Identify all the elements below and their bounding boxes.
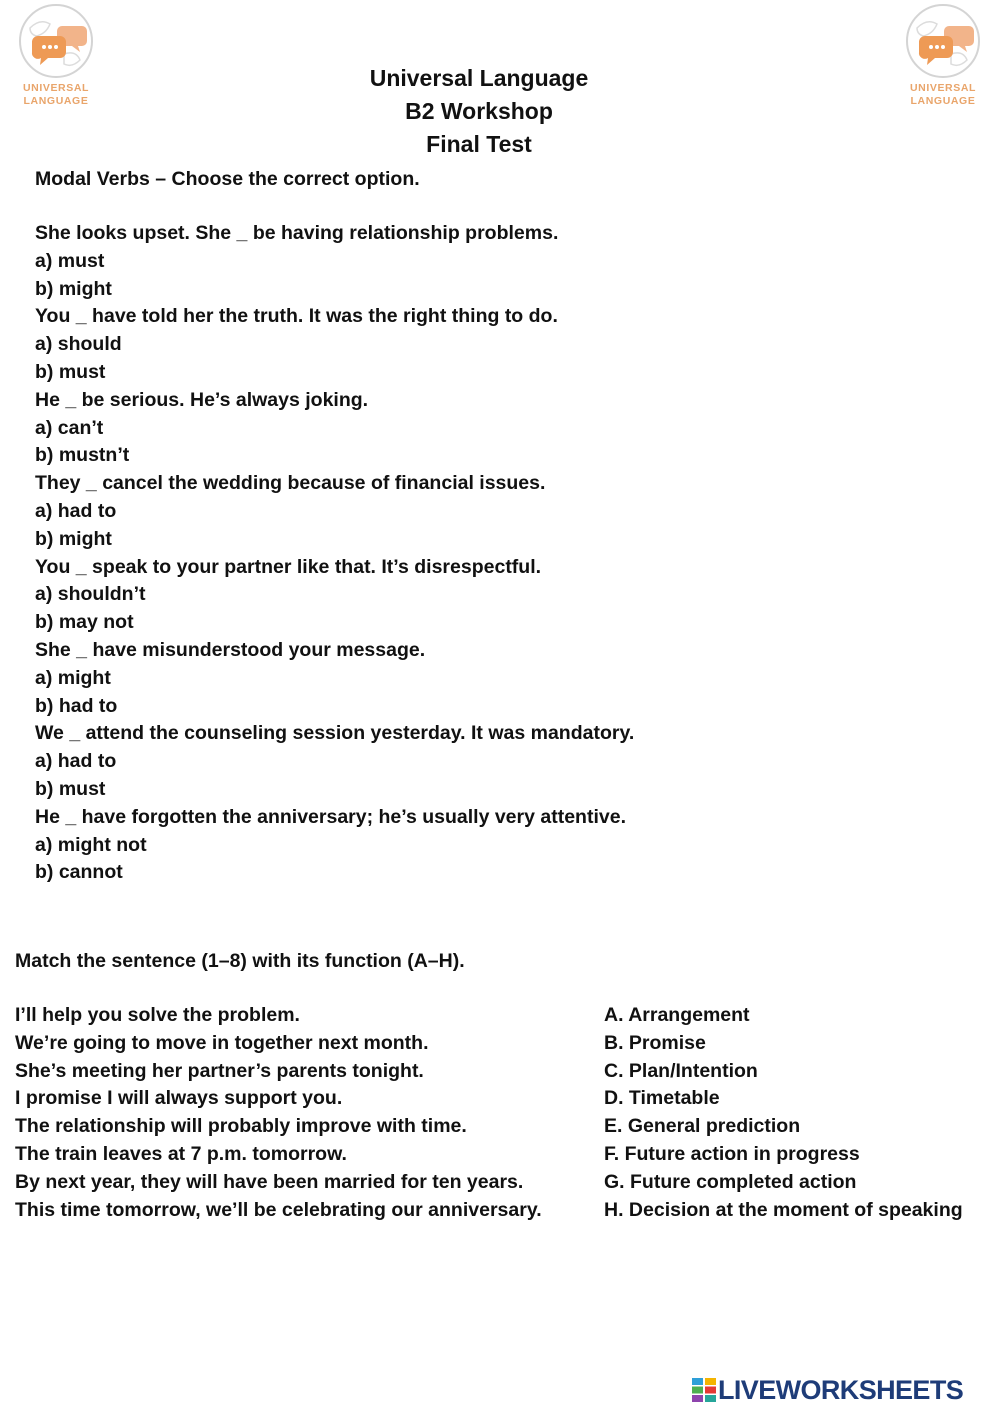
- logo-text-line2: LANGUAGE: [23, 95, 89, 107]
- liveworksheets-grid-icon: [692, 1378, 716, 1402]
- sentence-item: We’re going to move in together next month.: [15, 1031, 429, 1054]
- question-text: We _ attend the counseling session yesterday. It was mandatory.: [35, 722, 635, 745]
- question-item: [35, 220, 634, 303]
- question-text: She _ have misunderstood your message.: [35, 638, 426, 661]
- question-item: [35, 637, 634, 720]
- workshop-level: B2 Workshop: [405, 98, 553, 124]
- sentence-item: By next year, they will have been married for ten years.: [15, 1170, 524, 1193]
- function-item[interactable]: F. Future action in progress: [604, 1142, 860, 1165]
- option-b[interactable]: b) cannot: [35, 861, 123, 884]
- option-b[interactable]: b) had to: [35, 694, 118, 717]
- function-column: [604, 1002, 963, 1224]
- function-item[interactable]: D. Timetable: [604, 1087, 720, 1110]
- sentence-item: She’s meeting her partner’s parents tonight.: [15, 1059, 424, 1082]
- option-a[interactable]: a) must: [35, 249, 105, 272]
- option-b[interactable]: b) must: [35, 360, 106, 383]
- question-item: [35, 470, 634, 553]
- function-item[interactable]: A. Arrangement: [604, 1004, 750, 1026]
- question-text: He _ be serious. He’s always joking.: [35, 388, 369, 411]
- option-a[interactable]: a) had to: [35, 750, 117, 773]
- option-b[interactable]: b) must: [35, 777, 106, 800]
- option-b[interactable]: b) may not: [35, 611, 134, 634]
- option-a[interactable]: a) might not: [35, 833, 147, 856]
- option-b[interactable]: b) mustn’t: [35, 444, 130, 467]
- logo-text-line2: LANGUAGE: [910, 95, 976, 107]
- school-name: Universal Language: [369, 65, 589, 91]
- option-a[interactable]: a) should: [35, 333, 122, 356]
- sentence-column: [15, 1002, 542, 1224]
- match-section-title: Match the sentence (1–8) with its function (A–H).: [15, 950, 465, 972]
- logo-text-line1: UNIVERSAL: [22, 82, 90, 94]
- sentence-item: The relationship will probably improve with time.: [15, 1115, 467, 1138]
- option-a[interactable]: a) might: [35, 666, 111, 689]
- modal-section-title: Modal Verbs – Choose the correct option.: [35, 168, 420, 190]
- question-item: [35, 720, 634, 803]
- liveworksheets-brand: [692, 1372, 963, 1408]
- option-b[interactable]: b) might: [35, 277, 112, 300]
- modal-question-list: [35, 220, 634, 887]
- question-text: You _ speak to your partner like that. It’s disrespectful.: [35, 555, 542, 578]
- question-item: [35, 804, 634, 887]
- function-item[interactable]: B. Promise: [604, 1031, 706, 1054]
- sentence-item: I promise I will always support you.: [15, 1087, 343, 1110]
- option-a[interactable]: a) can’t: [35, 416, 104, 439]
- test-title: Final Test: [426, 131, 532, 157]
- question-text: She looks upset. She _ be having relationship problems.: [35, 222, 559, 244]
- page-header: [0, 62, 958, 161]
- function-item[interactable]: G. Future completed action: [604, 1170, 857, 1193]
- function-item[interactable]: E. General prediction: [604, 1115, 801, 1138]
- brand-text: LIVEWORKSHEETS: [718, 1374, 964, 1405]
- question-item: [35, 387, 634, 470]
- function-item[interactable]: H. Decision at the moment of speaking: [604, 1198, 963, 1221]
- option-b[interactable]: b) might: [35, 527, 112, 550]
- sentence-item: This time tomorrow, we’ll be celebrating our anniversary.: [15, 1198, 542, 1221]
- question-text: He _ have forgotten the anniversary; he’s usually very attentive.: [35, 805, 626, 828]
- question-item: [35, 554, 634, 637]
- question-text: You _ have told her the truth. It was the right thing to do.: [35, 305, 558, 328]
- question-item: [35, 303, 634, 386]
- logo-text-line1: UNIVERSAL: [909, 82, 977, 94]
- option-a[interactable]: a) had to: [35, 499, 117, 522]
- option-a[interactable]: a) shouldn’t: [35, 583, 146, 606]
- sentence-item: The train leaves at 7 p.m. tomorrow.: [15, 1142, 347, 1165]
- sentence-item: I’ll help you solve the problem.: [15, 1004, 300, 1026]
- function-item[interactable]: C. Plan/Intention: [604, 1059, 758, 1082]
- question-text: They _ cancel the wedding because of financial issues.: [35, 472, 546, 495]
